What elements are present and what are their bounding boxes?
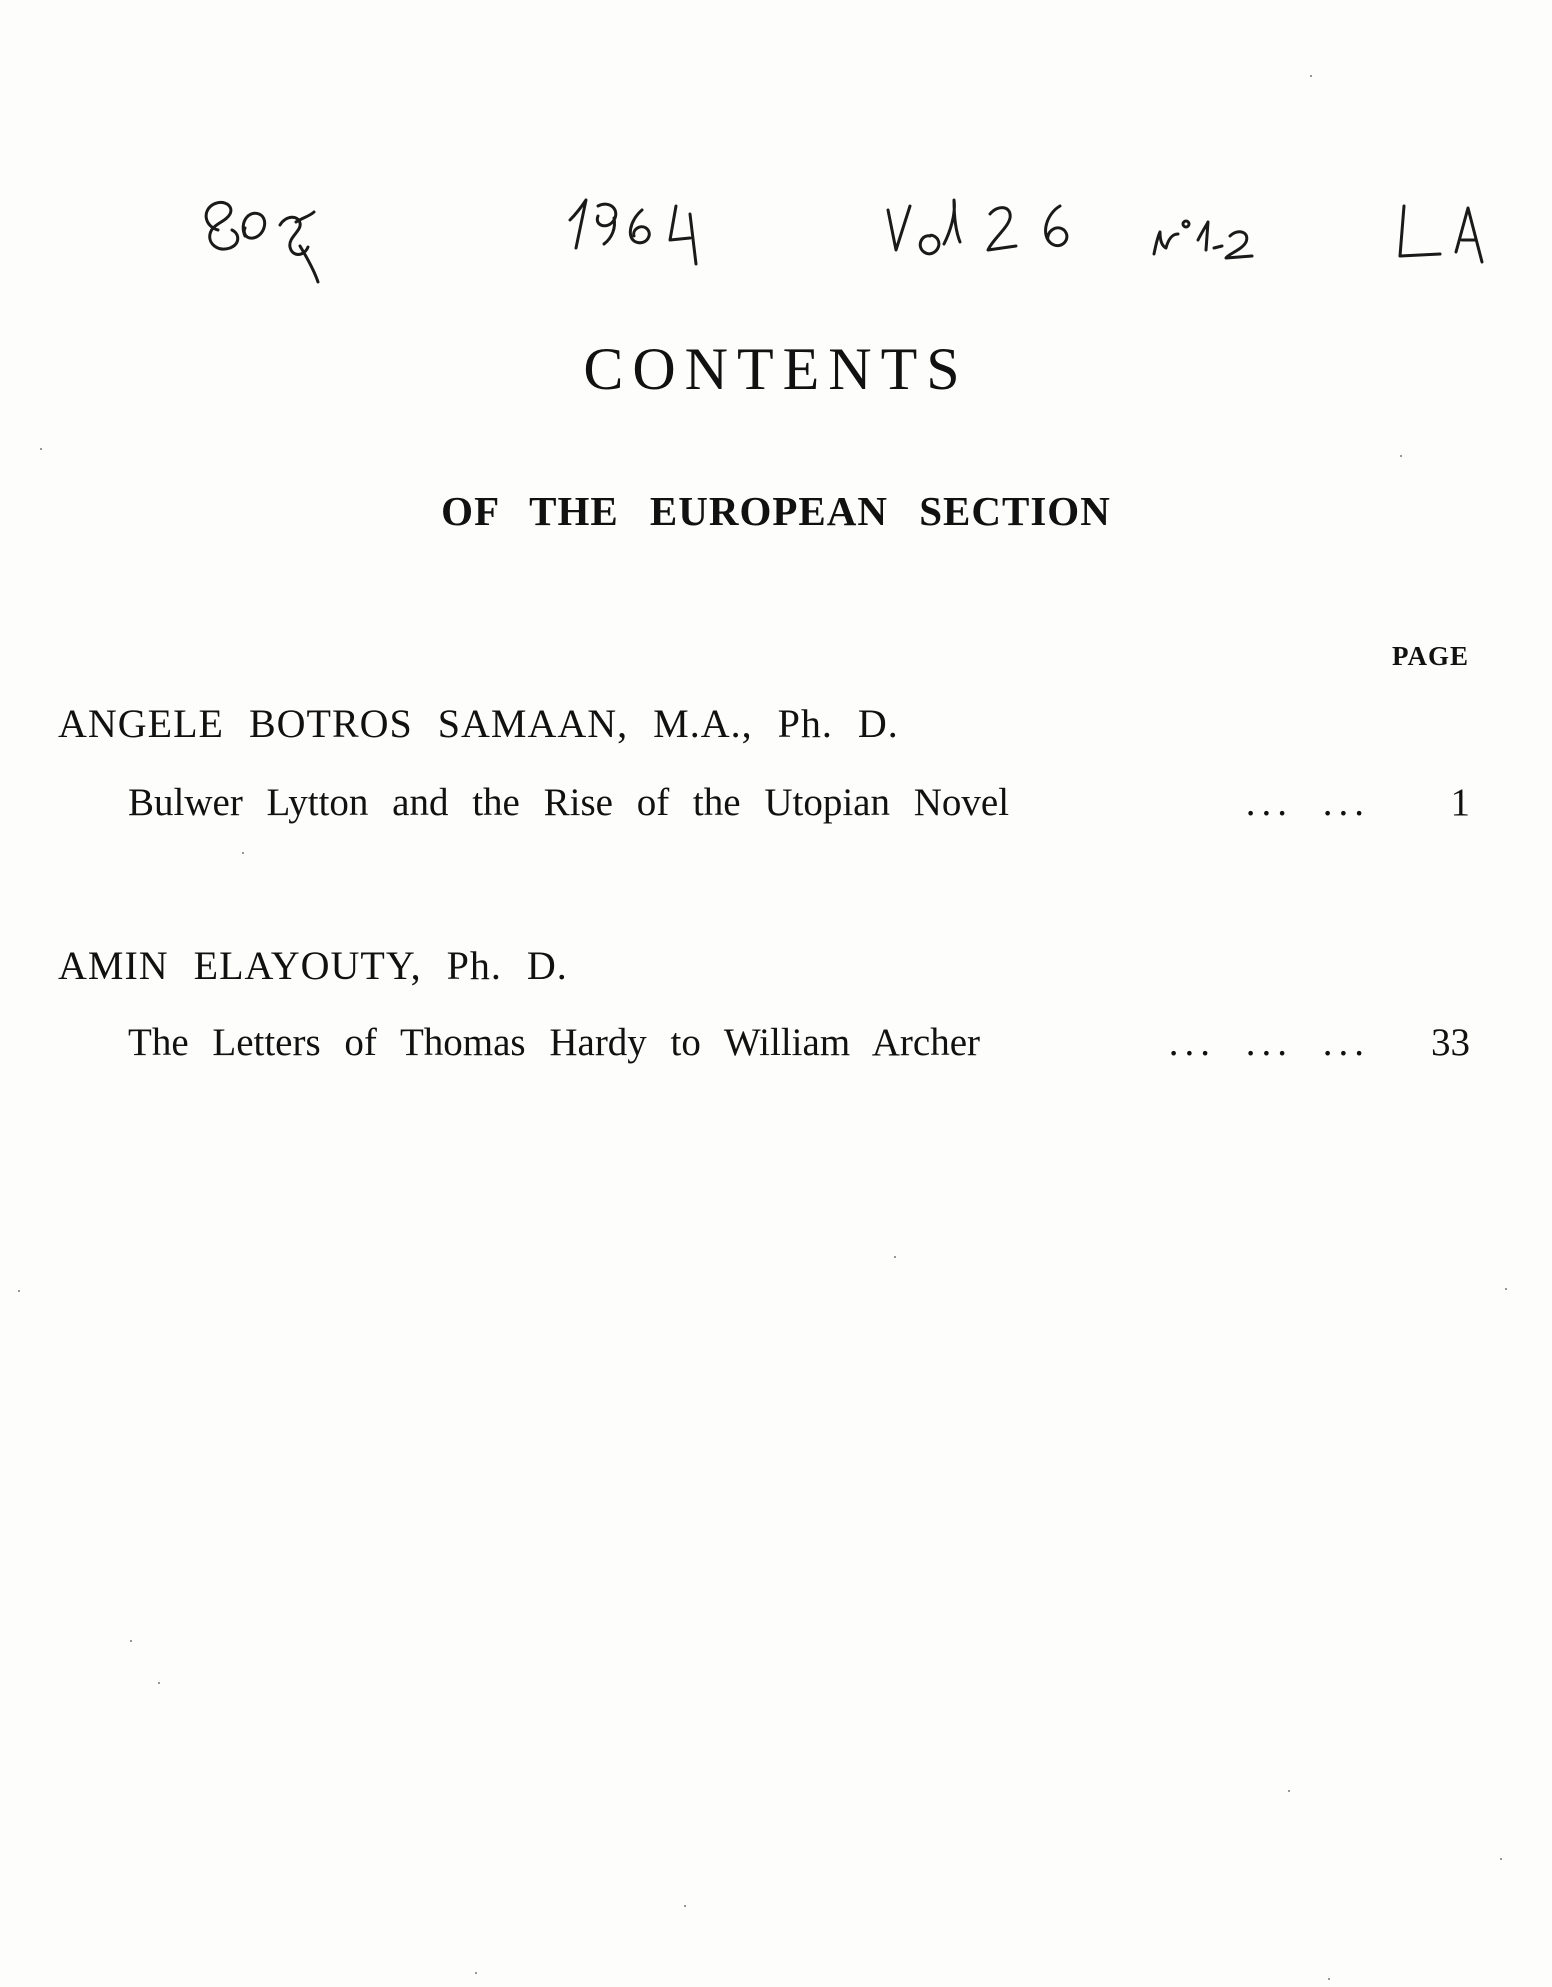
scan-speck	[1500, 1858, 1502, 1860]
scan-speck	[242, 852, 244, 854]
handwritten-token	[565, 200, 729, 268]
toc-entry	[128, 780, 1470, 825]
scan-speck	[894, 1256, 896, 1258]
scan-speck	[475, 1972, 477, 1974]
entry-title: The Letters of Thomas Hardy to William Archer	[128, 1021, 981, 1064]
entry-title: Bulwer Lytton and the Rise of the Utopian Novel	[128, 781, 1010, 824]
page-column-label: PAGE	[1392, 641, 1469, 671]
contents-title: CONTENTS	[583, 336, 969, 402]
entry-page-number: 33	[1431, 1021, 1470, 1064]
toc-entry	[128, 1020, 1470, 1065]
scan-speck	[158, 1682, 160, 1684]
scan-speck	[1505, 1288, 1507, 1290]
scan-speck	[1328, 1978, 1330, 1980]
entry-page-number: 1	[1450, 781, 1470, 824]
entry-author: AMIN ELAYOUTY, Ph. D.	[58, 943, 568, 988]
scan-speck	[40, 448, 42, 450]
dot-leader: ... ... ...	[1168, 1021, 1370, 1064]
handwritten-token	[205, 205, 326, 273]
scan-speck	[18, 1290, 20, 1292]
handwritten-token	[885, 200, 1089, 268]
scan-speck	[1400, 455, 1402, 457]
scan-speck	[684, 1905, 686, 1907]
handwritten-annotation	[0, 0, 1552, 320]
contents-subtitle: OF THE EUROPEAN SECTION	[441, 488, 1111, 534]
handwritten-token	[1150, 205, 1331, 273]
entry-author: ANGELE BOTROS SAMAAN, M.A., Ph. D.	[58, 701, 899, 746]
scan-speck	[130, 1640, 132, 1642]
scan-speck	[1310, 75, 1312, 77]
dot-leader: ... ...	[1245, 781, 1370, 824]
scan-speck	[1288, 1790, 1290, 1792]
handwritten-token	[1400, 200, 1480, 268]
